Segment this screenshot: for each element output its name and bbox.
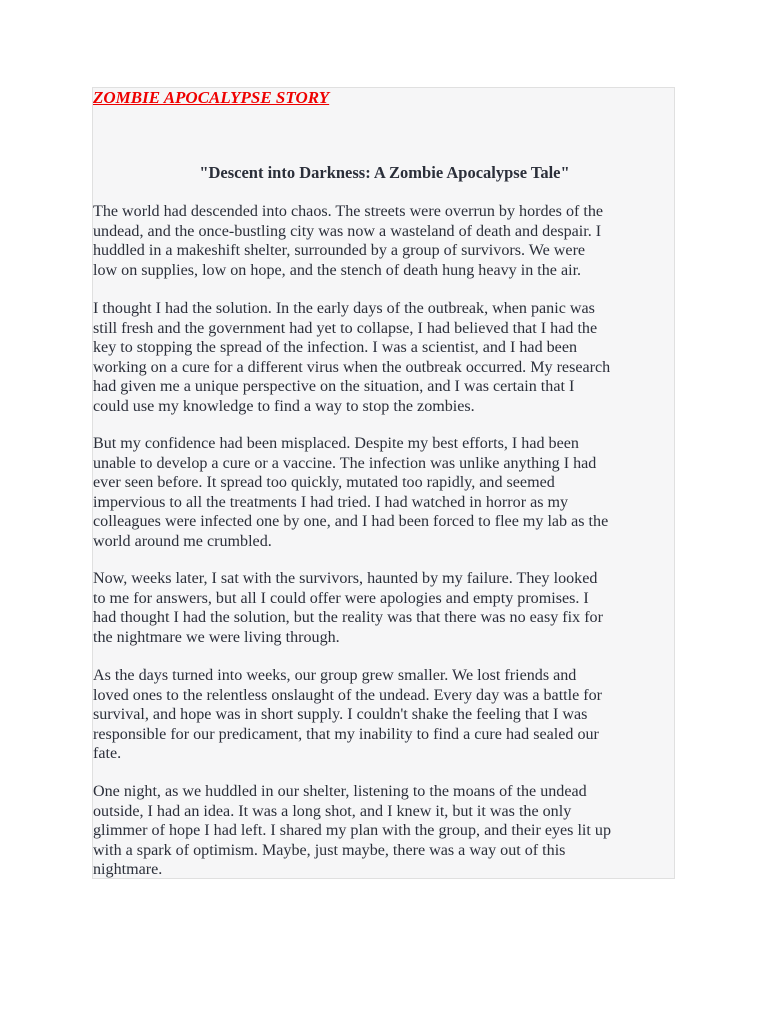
paragraph-6: One night, as we huddled in our shelter, listening to the moans of the undead outside, I had an idea. It was a long shot, and I knew it, but it was the only glimmer of hope I had left. I shared my plan with the group, and their eyes lit up with a spark of optimism. Maybe, just maybe, there was a way out of this nightmare. xyxy=(93,783,611,879)
document-heading: ZOMBIE APOCALYPSE STORY xyxy=(93,88,330,107)
paragraph-5: As the days turned into weeks, our group grew smaller. We lost friends and loved ones to the relentless onslaught of the undead. Every day was a battle for survival, and hope was in short supply. I couldn't shake the feeling that I was responsible for our predicament, that my inability to find a cure had sealed our fate. xyxy=(93,667,603,763)
paragraph-2: I thought I had the solution. In the early days of the outbreak, when panic was still fresh and the government had yet to collapse, I had believed that I had the key to stopping the spread of the infection. I was a scientist, and I had been working on a cure for a different virus when the outbreak occurred. My research had given me a unique perspective on the situation, and I was certain that I could use my knowledge to find a way to stop the zombies. xyxy=(93,300,611,415)
paragraph-1: The world had descended into chaos. The streets were overrun by hordes of the undead, and the once-bustling city was now a wasteland of death and despair. I huddled in a makeshift shelter, surrounded by a group of survivors. We were low on supplies, low on hope, and the stench of death hung heavy in the air. xyxy=(93,203,604,279)
paragraph-3: But my confidence had been misplaced. Despite my best efforts, I had been unable to develop a cure or a vaccine. The infection was unlike anything I had ever seen before. It spread too quickly, mutated too rapidly, and seemed impervious to all the treatments I had tried. I had watched in horror as my colleagues were infected one by one, and I had been forced to flee my lab as the world around me crumbled. xyxy=(93,435,609,550)
story-title: "Descent into Darkness: A Zombie Apocalypse Tale" xyxy=(199,163,570,182)
paragraph-4: Now, weeks later, I sat with the survivors, haunted by my failure. They looked to me for answers, but all I could offer were apologies and empty promises. I had thought I had the solution, but the reality was that there was no easy fix for the nightmare we were living through. xyxy=(93,570,603,646)
